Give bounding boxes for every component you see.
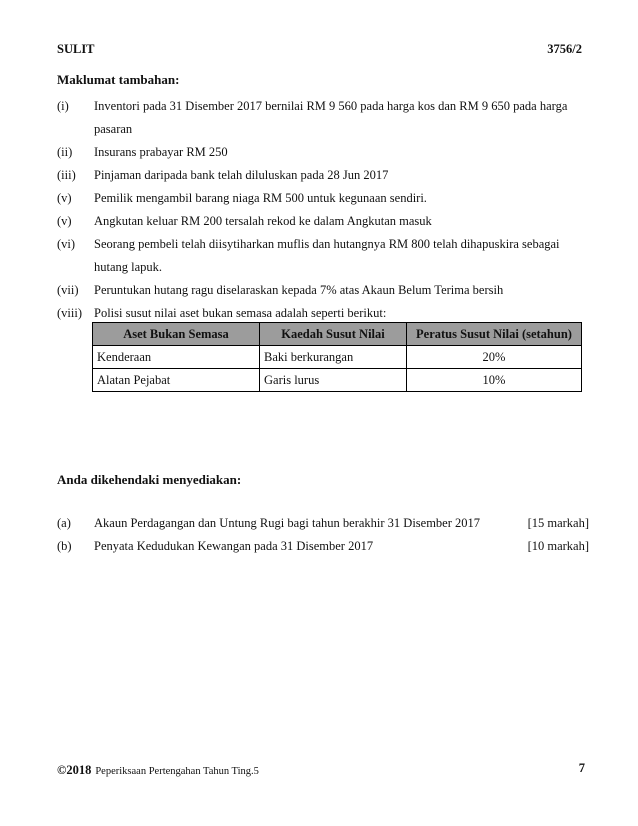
table-row — [93, 346, 582, 369]
item-number: (viii) — [57, 306, 82, 320]
list-item — [57, 210, 587, 233]
item-number: (iii) — [57, 168, 76, 182]
task-marks: [15 markah] — [527, 516, 589, 530]
list-item — [57, 187, 587, 210]
item-number: (v) — [57, 191, 72, 205]
item-number: (v) — [57, 214, 72, 228]
item-text: Polisi susut nilai aset bukan semasa adalah seperti berikut: — [94, 306, 387, 320]
list-item — [57, 95, 587, 141]
task-number: (a) — [57, 516, 71, 530]
item-text: Inventori pada 31 Disember 2017 bernilai RM 9 560 pada harga kos dan RM 9 650 pada harga pasaran — [94, 99, 568, 136]
task-number: (b) — [57, 539, 72, 553]
table-header-cell: Peratus Susut Nilai (setahun) — [407, 323, 582, 346]
list-item — [57, 279, 587, 302]
table-row — [93, 369, 582, 392]
info-title: Maklumat tambahan: — [57, 72, 180, 87]
header-paper-code: 3756/2 — [547, 42, 582, 56]
item-number: (ii) — [57, 145, 73, 159]
table-cell: 20% — [407, 346, 582, 369]
footer-copyright: ©2018 — [57, 763, 92, 777]
table-cell: Baki berkurangan — [260, 346, 407, 369]
list-item — [57, 233, 587, 279]
footer-exam-name: Peperiksaan Pertengahan Tahun Ting.5 — [95, 766, 259, 777]
task-text: Penyata Kedudukan Kewangan pada 31 Disember 2017 — [94, 539, 374, 553]
header-left-label: SULIT — [57, 42, 95, 56]
task-text: Akaun Perdagangan dan Untung Rugi bagi tahun berakhir 31 Disember 2017 — [94, 516, 481, 530]
item-text: Seorang pembeli telah diisytiharkan muflis dan hutangnya RM 800 telah dihapuskira sebagai hutang lapuk. — [94, 237, 560, 274]
list-item — [57, 141, 587, 164]
item-text: Peruntukan hutang ragu diselaraskan kepada 7% atas Akaun Belum Terima bersih — [94, 283, 504, 297]
table-cell: Kenderaan — [93, 346, 260, 369]
item-text: Angkutan keluar RM 200 tersalah rekod ke dalam Angkutan masuk — [94, 214, 432, 228]
depreciation-table — [92, 322, 582, 392]
item-number: (i) — [57, 99, 69, 113]
table-header-cell: Aset Bukan Semasa — [93, 323, 260, 346]
item-number: (vi) — [57, 237, 76, 251]
item-text: Pemilik mengambil barang niaga RM 500 untuk kegunaan sendiri. — [94, 191, 427, 205]
item-text: Pinjaman daripada bank telah diluluskan pada 28 Jun 2017 — [94, 168, 389, 182]
task-marks: [10 markah] — [527, 539, 589, 553]
table-cell: Garis lurus — [260, 369, 407, 392]
table-cell: 10% — [407, 369, 582, 392]
page-number: 7 — [578, 761, 585, 775]
required-title: Anda dikehendaki menyediakan: — [57, 472, 242, 487]
item-text: Insurans prabayar RM 250 — [94, 145, 228, 159]
table-header-cell: Kaedah Susut Nilai — [260, 323, 407, 346]
page-footer — [57, 761, 585, 779]
item-number: (vii) — [57, 283, 79, 297]
table-cell: Alatan Pejabat — [93, 369, 260, 392]
table-header-row — [93, 323, 582, 346]
list-item — [57, 164, 587, 187]
